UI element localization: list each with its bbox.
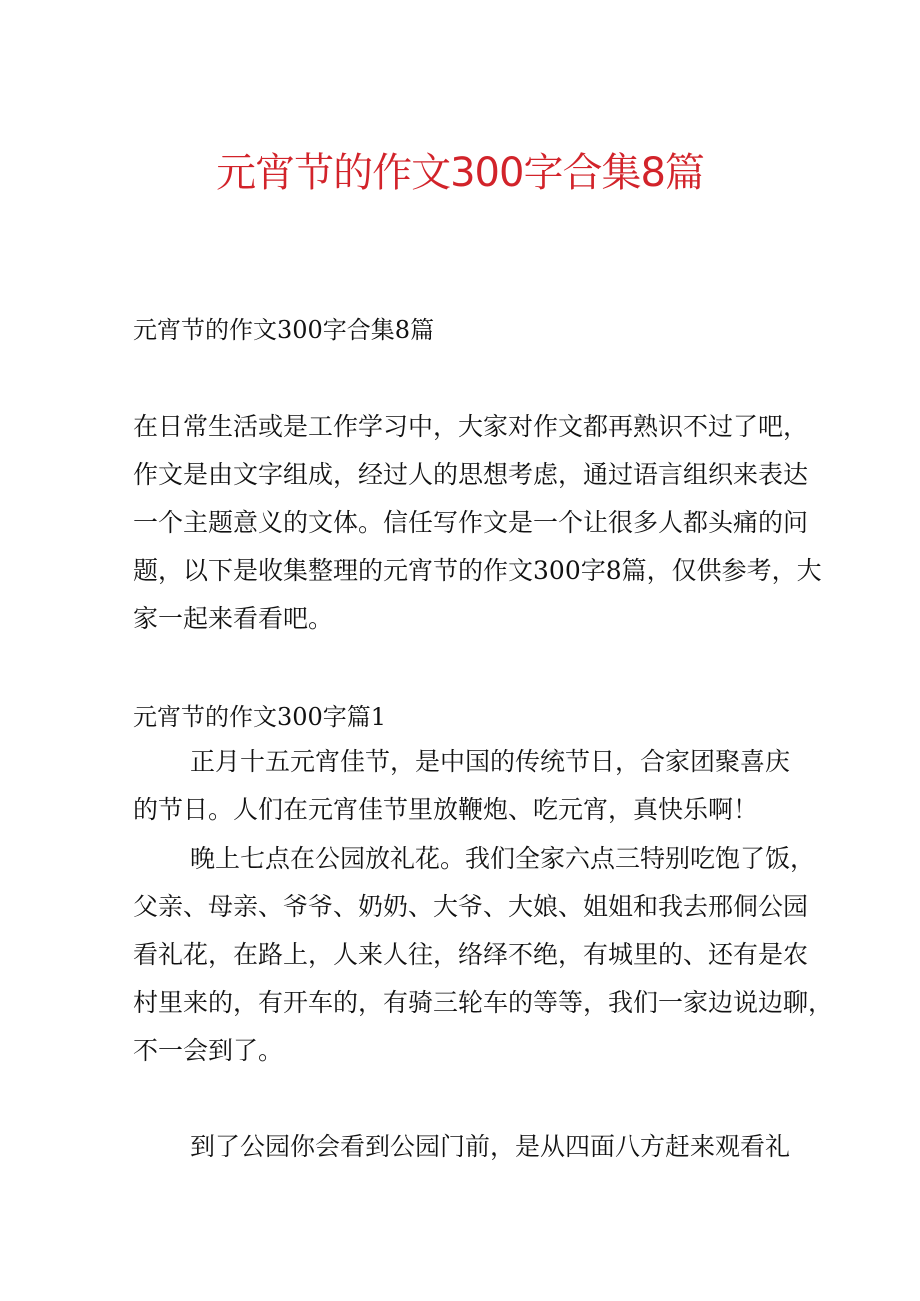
paragraph-line: 的节日。人们在元宵佳节里放鞭炮、吃元宵，真快乐啊！ (133, 795, 759, 824)
paragraph-line: 村里来的，有开车的，有骑三轮车的等等，我们一家边说边聊， (133, 988, 834, 1017)
document-subtitle: 元宵节的作文300字合集8篇 (133, 316, 435, 344)
document-title: 元宵节的作文300字合集8篇 (216, 150, 704, 196)
section-heading: 元宵节的作文300字篇1 (133, 703, 387, 731)
intro-line: 家一起来看看吧。 (133, 604, 334, 633)
intro-line: 作文是由文字组成，经过人的思想考虑，通过语言组织来表达 (133, 460, 809, 489)
paragraph-line: 到了公园你会看到公园门前，是从四面八方赶来观看礼 (190, 1132, 791, 1161)
paragraph-line: 晚上七点在公园放礼花。我们全家六点三特别吃饱了饭， (190, 844, 816, 873)
intro-line: 题，以下是收集整理的元宵节的作文300字8篇，仅供参考，大 (133, 556, 822, 585)
intro-line: 一个主题意义的文体。信任写作文是一个让很多人都头痛的问 (133, 508, 809, 537)
paragraph-line: 正月十五元宵佳节，是中国的传统节日，合家团聚喜庆 (190, 747, 791, 776)
paragraph-line: 父亲、母亲、爷爷、奶奶、大爷、大娘、姐姐和我去邢侗公园 (133, 892, 809, 921)
paragraph-line: 不一会到了。 (133, 1036, 284, 1065)
intro-line: 在日常生活或是工作学习中，大家对作文都再熟识不过了吧， (133, 412, 809, 441)
paragraph-line: 看礼花，在路上，人来人往，络绎不绝，有城里的、还有是农 (133, 940, 809, 969)
